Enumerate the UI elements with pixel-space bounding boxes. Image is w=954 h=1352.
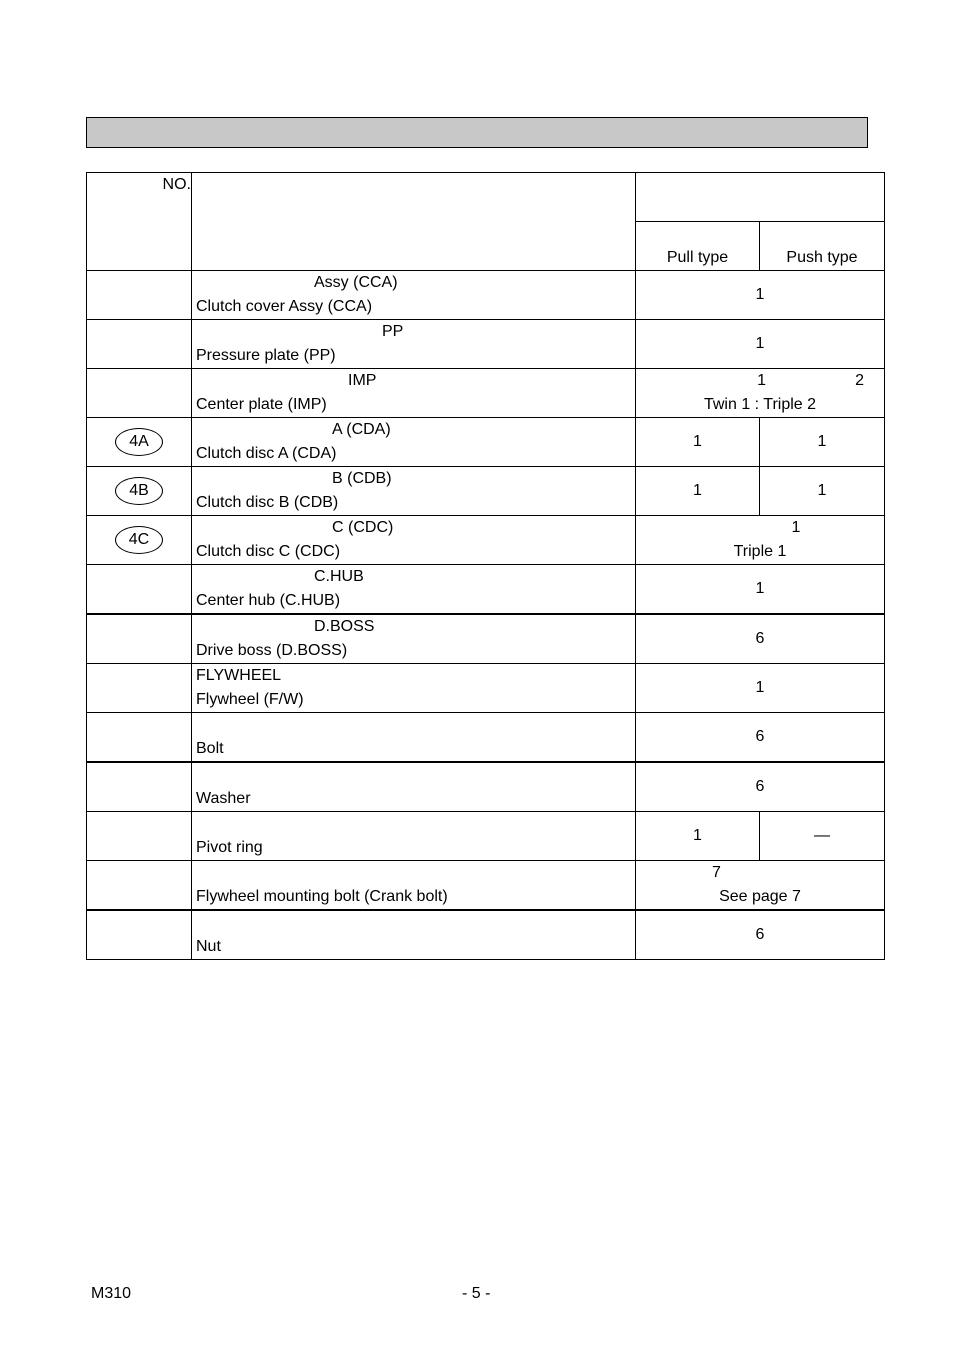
part-qty: 7 [712,864,721,881]
part-qty: 1 [636,320,885,369]
part-qty-twin: 1 [757,372,766,389]
header-pull-type: Pull type [636,222,760,271]
part-name-en: Drive boss (D.BOSS) [196,642,348,659]
part-number-badge: 4C [115,526,163,554]
part-qty: 1 [636,565,885,615]
footer-model: M310 [91,1285,132,1302]
part-name-jp: C (CDC) [332,519,394,536]
part-number-badge: 4B [115,477,163,505]
table-row [87,418,885,467]
part-qty-pull: 1 [636,418,760,467]
part-name-en: Nut [196,938,221,955]
part-name-jp: FLYWHEEL [196,667,282,684]
part-qty-push: 1 [760,418,885,467]
table-row [87,861,885,911]
part-number-badge: 4A [115,428,163,456]
part-qty: 6 [636,713,885,763]
part-qty: 1 [636,664,885,713]
part-qty: 1 [636,271,885,320]
part-name-en: Flywheel mounting bolt (Crank bolt) [196,888,448,905]
part-qty-push: 1 [760,467,885,516]
table-row [87,614,885,664]
part-name-en: Center hub (C.HUB) [196,592,341,609]
table-row [87,369,885,418]
part-name-en: Flywheel (F/W) [196,691,304,708]
table-row [87,713,885,763]
part-name-jp [192,911,635,935]
header-push-type: Push type [760,222,885,271]
part-qty-pull: 1 [636,467,760,516]
part-qty-pull: 1 [636,812,760,861]
table-row [87,664,885,713]
part-name-jp [192,763,635,787]
part-name-en: Clutch disc C (CDC) [196,543,341,560]
part-name-en: Center plate (IMP) [196,396,327,413]
part-name-en: Clutch cover Assy (CCA) [196,298,373,315]
table-row [87,812,885,861]
part-qty-push: — [760,812,885,861]
part-name-en: Clutch disc A (CDA) [196,445,337,462]
part-name-en: Pressure plate (PP) [196,347,336,364]
table-row [87,762,885,812]
part-qty-triple: 2 [855,372,864,389]
table-header-row [87,173,885,222]
part-name-jp [192,812,635,836]
part-name-en: Bolt [196,740,224,757]
part-name-jp [192,861,635,885]
table-row [87,271,885,320]
part-qty-note: See page 7 [719,888,801,905]
header-name [192,173,636,271]
part-name-en: Pivot ring [196,839,263,856]
part-name-jp: Assy (CCA) [314,274,398,291]
part-name-en: Washer [196,790,251,807]
header-qty [636,173,885,222]
part-name-jp: A (CDA) [332,421,391,438]
part-qty-note: Twin 1 : Triple 2 [703,396,817,413]
part-name-jp: PP [382,323,404,340]
part-name-en: Clutch disc B (CDB) [196,494,339,511]
part-name-jp: IMP [348,372,377,389]
section-title-bar [86,117,868,148]
table-row [87,910,885,960]
header-no: NO. [87,173,192,271]
part-qty: 6 [636,910,885,960]
table-row [87,467,885,516]
part-name-jp: C.HUB [314,568,364,585]
table-row [87,565,885,615]
part-qty: 6 [636,614,885,664]
part-qty: 1 [791,519,801,536]
part-name-jp: B (CDB) [332,470,392,487]
part-name-jp: D.BOSS [314,618,375,635]
part-qty-note: Triple 1 [733,543,787,560]
part-qty: 6 [636,762,885,812]
part-name-jp [192,713,635,737]
table-row [87,320,885,369]
parts-table [86,172,885,960]
footer-page-number: - 5 - [462,1285,491,1302]
table-row [87,516,885,565]
